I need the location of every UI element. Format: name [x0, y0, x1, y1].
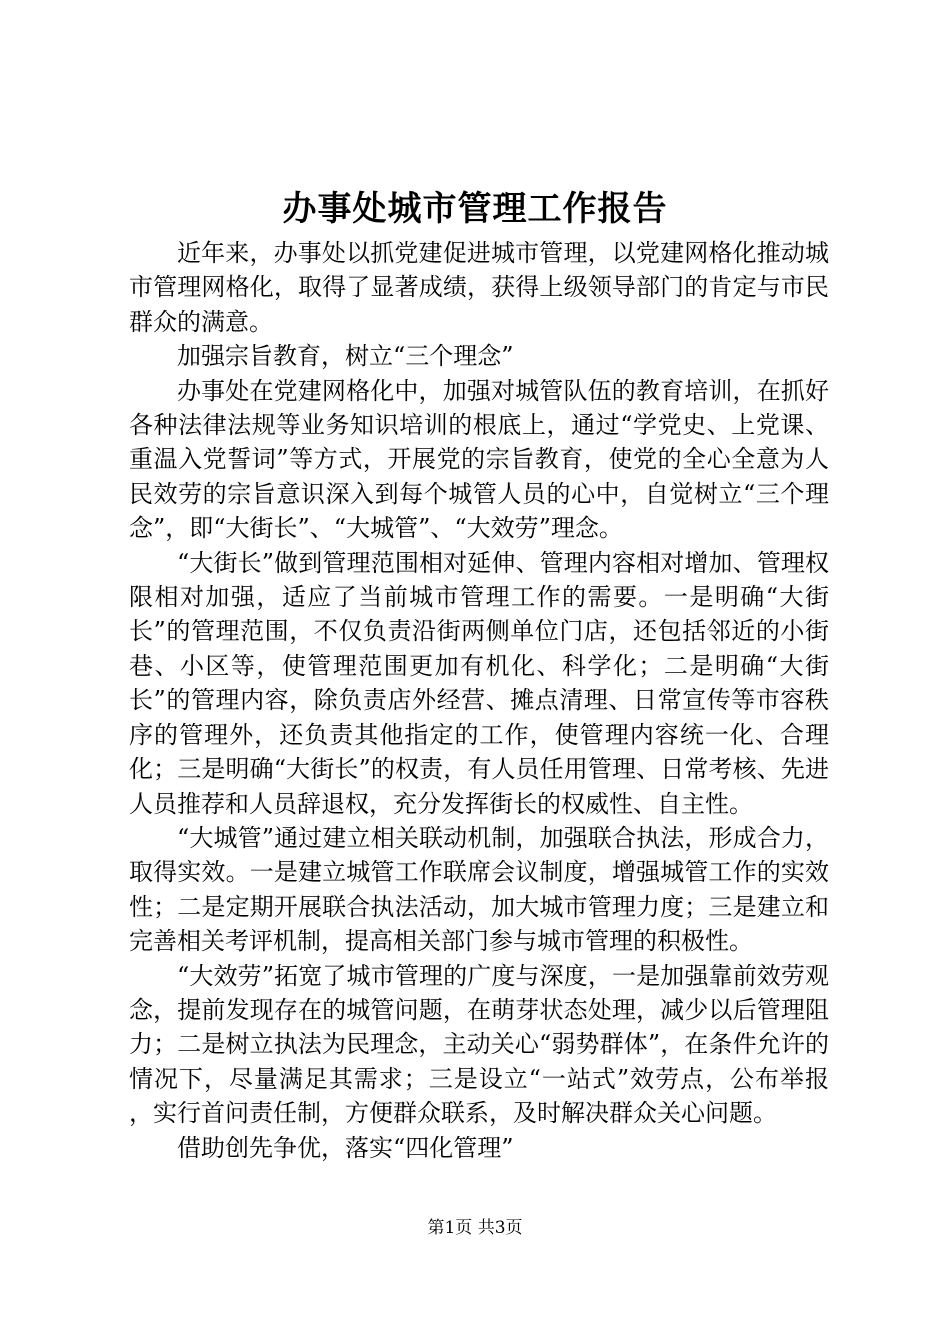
section-heading-four-management: 借助创先争优，落实“四化管理” — [177, 1133, 514, 1162]
paragraph-service: “大效劳”拓宽了城市管理的广度与深度，一是加强靠前效劳观念，提前发现存在的城管问题，在萌芽状态处理，减少以后管理阻力；二是树立执法为民理念，主动关心“弱势群体”，在条件允许的情况下，尽量满足其需求；三是设立“一站式”效劳点，公布举报 ，实行首问责任制，方便群众联系，及时解决群众关心问题。 — [129, 961, 877, 1128]
paragraph-city-management: “大城管”通过建立相关联动机制，加强联合执法，形成合力，取得实效。一是建立城管工作联席会议制度，增强城管工作的实效性；二是定期开展联合执法活动，加大城市管理力度；三是建立和完善相关考评机制，提高相关部门参与城市管理的积极性。 — [129, 823, 829, 956]
paragraph-education: 办事处在党建网格化中，加强对城管队伍的教育培训，在抓好各种法律法规等业务知识培训的根底上，通过“学党史、上党课、重温入党誓词”等方式，开展党的宗旨教育，使党的全心全意为人民效劳的宗旨意识深入到每个城管人员的心中，自觉树立“三个理念”，即“大街长”、“大城管”、“大效劳”理念。 — [129, 376, 829, 543]
section-heading-principles: 加强宗旨教育，树立“三个理念” — [177, 342, 514, 371]
page-number: 第1页 共3页 — [427, 1218, 523, 1238]
document-title: 办事处城市管理工作报告 — [282, 189, 668, 229]
paragraph-street-chief: “大街长”做到管理范围相对延伸、管理内容相对增加、管理权限相对加强，适应了当前城市管理工作的需要。一是明确“大街长”的管理范围，不仅负责沿街两侧单位门店，还包括邻近的小街巷、小区等，使管理范围更加有机化、科学化；二是明确“大街长”的管理内容，除负责店外经营、摊点清理、日常宣传等市容秩序的管理外，还负责其他指定的工作，使管理内容统一化、合理化；三是明确“大街长”的权责，有人员任用管理、日常考核、先进人员推荐和人员辞退权，充分发挥街长的权威性、自主性。 — [129, 548, 829, 818]
document-body — [129, 236, 877, 1165]
paragraph-intro: 近年来，办事处以抓党建促进城市管理，以党建网格化推动城市管理网格化，取得了显著成绩，获得上级领导部门的肯定与市民群众的满意。 — [129, 239, 829, 336]
